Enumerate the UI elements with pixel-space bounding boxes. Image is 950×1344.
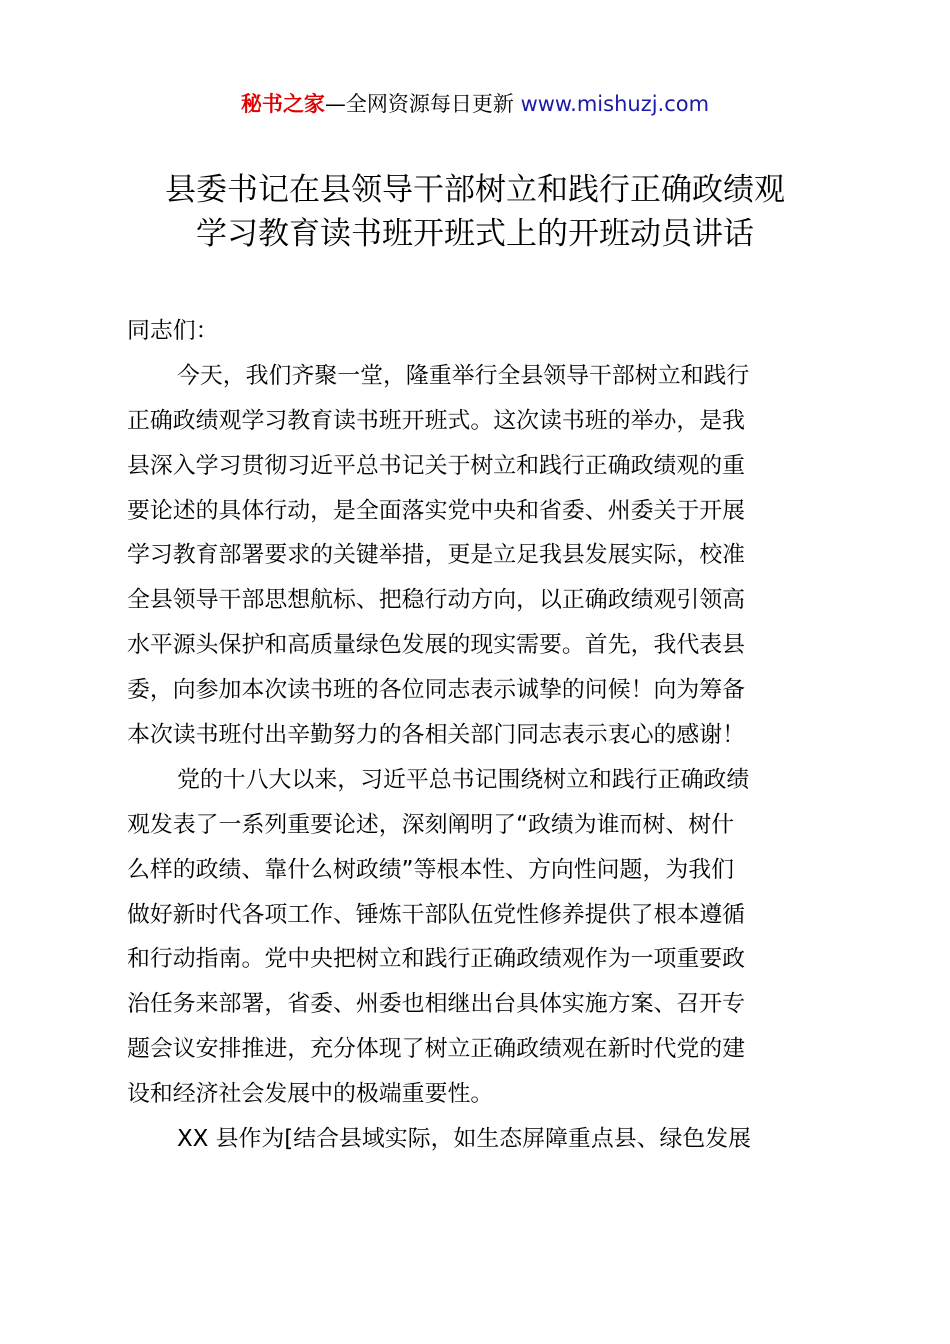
paragraph-line: 要论述的具体行动，是全面落实党中央和省委、州委关于开展	[127, 497, 746, 524]
paragraph-line: 水平源头保护和高质量绿色发展的现实需要。首先，我代表县	[127, 632, 746, 659]
paragraph	[127, 1117, 835, 1162]
title-line: 学习教育读书班开班式上的开班动员讲话	[196, 216, 754, 252]
site-header	[0, 88, 950, 120]
paragraph-line: 委，向参加本次读书班的各位同志表示诚挚的问候！向为筹备	[127, 677, 746, 704]
paragraph-line: 学习教育部署要求的关键举措，更是立足我县发展实际，校准	[127, 542, 746, 569]
paragraph-line: 设和经济社会发展中的极端重要性。	[127, 1081, 494, 1108]
document-title	[90, 168, 860, 256]
paragraph	[127, 758, 835, 1117]
paragraph-line: 做好新时代各项工作、锤炼干部队伍党性修养提供了根本遵循	[127, 901, 746, 928]
greeting: 同志们：	[127, 318, 219, 344]
title-line: 县委书记在县领导干部树立和践行正确政绩观	[165, 172, 785, 208]
site-tagline: —全网资源每日更新	[324, 92, 521, 116]
site-url[interactable]: www.mishuzj.com	[520, 92, 710, 116]
document-body	[127, 309, 835, 1162]
paragraph-line: 全县领导干部思想航标、把稳行动方向，以正确政绩观引领高	[127, 587, 746, 614]
site-brand: 秘书之家	[240, 92, 325, 116]
paragraph-line: 观发表了一系列重要论述，深刻阐明了“政绩为谁而树、树什	[127, 811, 735, 838]
paragraph-line: 本次读书班付出辛勤努力的各相关部门同志表示衷心的感谢！	[127, 722, 746, 749]
paragraph-line: 题会议安排推进，充分体现了树立正确政绩观在新时代党的建	[127, 1036, 746, 1063]
paragraph-line: 正确政绩观学习教育读书班开班式。这次读书班的举办，是我	[127, 407, 746, 434]
paragraph-line: XX 县作为[结合县域实际，如生态屏障重点县、绿色发展	[177, 1126, 752, 1153]
paragraph-line: 治任务来部署，省委、州委也相继出台具体实施方案、召开专	[127, 991, 746, 1018]
paragraph-line: 么样的政绩、靠什么树政绩”等根本性、方向性问题，为我们	[127, 856, 735, 883]
paragraph-line: 县深入学习贯彻习近平总书记关于树立和践行正确政绩观的重	[127, 452, 746, 479]
paragraph-line: 和行动指南。党中央把树立和践行正确政绩观作为一项重要政	[127, 946, 746, 973]
paragraph-line: 党的十八大以来，习近平总书记围绕树立和践行正确政绩	[177, 766, 750, 793]
paragraph-line: 今天，我们齐聚一堂，隆重举行全县领导干部树立和践行	[177, 362, 750, 389]
paragraph	[127, 354, 835, 758]
